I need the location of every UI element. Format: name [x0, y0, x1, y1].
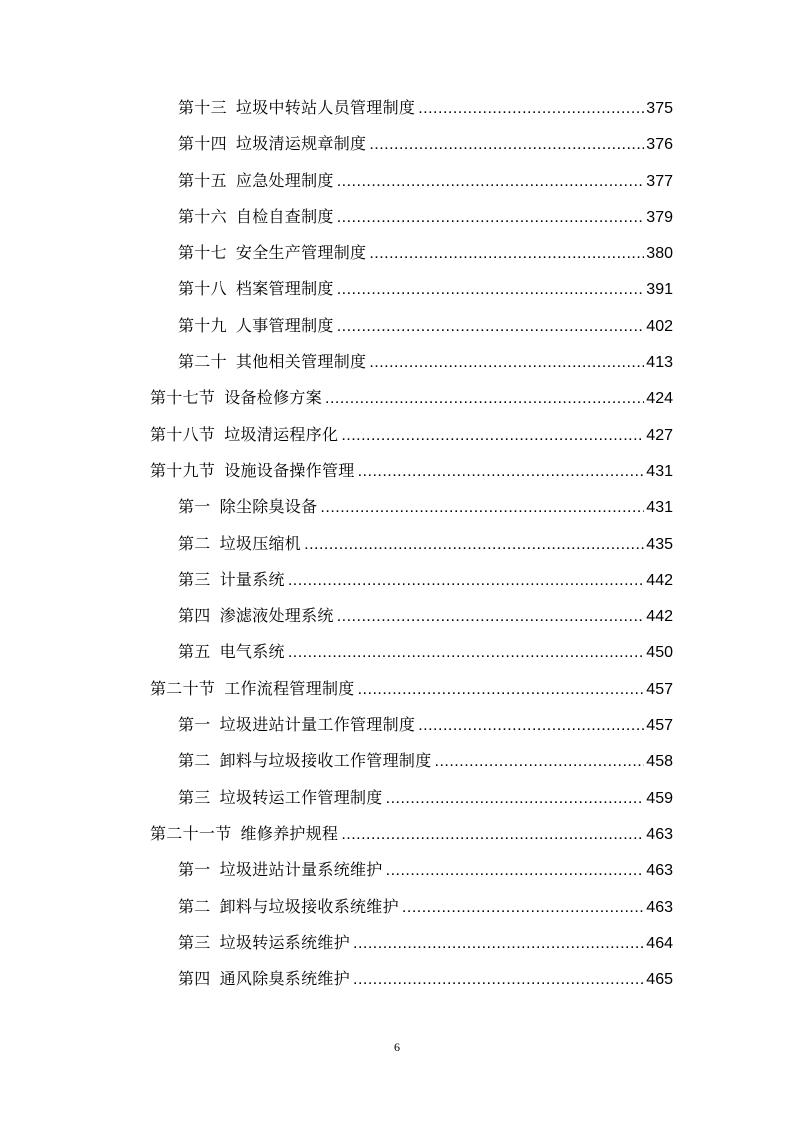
toc-entry-text: 计量系统 — [219, 569, 285, 589]
table-of-contents — [0, 90, 794, 997]
toc-entry-page: 464 — [646, 934, 673, 952]
toc-entry-page: 427 — [646, 426, 673, 444]
toc-entry[interactable] — [0, 925, 794, 961]
toc-entry-number: 第三 — [178, 787, 211, 807]
toc-entry-page: 431 — [646, 499, 673, 517]
toc-entry-title — [150, 380, 322, 416]
toc-entry[interactable] — [0, 235, 794, 271]
toc-entry-number: 第四 — [178, 969, 211, 989]
toc-dot-leader — [418, 91, 644, 127]
toc-entry-title — [178, 852, 383, 888]
toc-dot-leader — [369, 236, 644, 272]
toc-dot-leader — [386, 853, 645, 889]
toc-entry-page: 424 — [646, 390, 673, 408]
toc-section[interactable] — [0, 417, 794, 453]
toc-entry-number: 第二 — [178, 896, 211, 916]
toc-entry-page: 463 — [646, 862, 673, 880]
toc-entry-page: 442 — [646, 571, 673, 589]
toc-entry-text: 应急处理制度 — [235, 170, 334, 190]
toc-entry-text: 工作流程管理制度 — [224, 678, 355, 698]
toc-entry-text: 人事管理制度 — [235, 315, 334, 335]
toc-entry-text: 档案管理制度 — [235, 279, 334, 299]
toc-dot-leader — [288, 563, 644, 599]
toc-entry-text: 垃圾转运系统维护 — [219, 932, 351, 952]
toc-dot-leader — [386, 781, 645, 817]
toc-entry[interactable] — [0, 961, 794, 997]
toc-entry-number: 第三 — [178, 569, 211, 589]
toc-entry-title — [150, 453, 355, 489]
toc-entry-text: 电气系统 — [219, 642, 285, 662]
toc-entry[interactable] — [0, 163, 794, 199]
toc-dot-leader — [337, 200, 645, 236]
page-number: 6 — [394, 1040, 400, 1054]
toc-entry[interactable] — [0, 126, 794, 162]
toc-entry[interactable] — [0, 780, 794, 816]
toc-entry-page: 375 — [646, 100, 673, 117]
toc-entry-title — [150, 816, 338, 852]
toc-dot-leader — [358, 454, 645, 490]
toc-entry-number: 第二十节 — [150, 678, 216, 698]
toc-entry[interactable] — [0, 489, 794, 525]
toc-entry[interactable] — [0, 90, 794, 126]
toc-entry[interactable] — [0, 634, 794, 670]
toc-dot-leader — [337, 272, 645, 308]
toc-entry-title — [150, 671, 355, 707]
toc-entry-title — [178, 308, 334, 344]
toc-entry[interactable] — [0, 598, 794, 634]
toc-entry-text: 卸料与垃圾接收工作管理制度 — [219, 751, 432, 771]
toc-entry-number: 第十七 — [178, 243, 227, 263]
toc-section[interactable] — [0, 816, 794, 852]
toc-entry-title — [178, 344, 366, 380]
toc-entry-number: 第十八节 — [150, 424, 216, 444]
toc-entry[interactable] — [0, 562, 794, 598]
toc-entry-text: 维修养护规程 — [240, 823, 339, 843]
toc-dot-leader — [369, 127, 644, 163]
toc-section[interactable] — [0, 453, 794, 489]
toc-entry[interactable] — [0, 271, 794, 307]
toc-entry-title — [178, 562, 285, 598]
toc-dot-leader — [418, 708, 644, 744]
toc-entry-page: 459 — [646, 789, 673, 807]
toc-entry-page: 402 — [646, 317, 673, 335]
toc-entry-number: 第十五 — [178, 170, 227, 190]
toc-section[interactable] — [0, 671, 794, 707]
toc-entry-text: 垃圾压缩机 — [219, 533, 302, 553]
toc-entry-text: 自检自查制度 — [235, 206, 334, 226]
toc-entry-text: 设施设备操作管理 — [224, 460, 355, 480]
toc-dot-leader — [337, 309, 645, 345]
toc-section[interactable] — [0, 380, 794, 416]
toc-entry-title — [178, 526, 301, 562]
toc-dot-leader — [341, 418, 644, 454]
toc-entry-text: 垃圾转运工作管理制度 — [219, 787, 383, 807]
toc-entry-page: 413 — [646, 354, 673, 372]
toc-entry-title — [178, 961, 350, 997]
toc-dot-leader — [288, 635, 644, 671]
toc-entry-number: 第十四 — [178, 134, 227, 154]
toc-entry[interactable] — [0, 199, 794, 235]
toc-entry-title — [178, 743, 432, 779]
toc-dot-leader — [358, 672, 645, 708]
toc-entry-page: 463 — [646, 825, 673, 843]
toc-entry-title — [178, 780, 383, 816]
toc-dot-leader — [304, 527, 644, 563]
toc-entry-text: 安全生产管理制度 — [235, 243, 367, 263]
toc-entry-page: 442 — [646, 608, 673, 626]
toc-entry[interactable] — [0, 308, 794, 344]
toc-entry-title — [178, 889, 399, 925]
toc-entry-title — [178, 634, 285, 670]
toc-entry-page: 457 — [646, 717, 673, 735]
toc-entry-number: 第二十一节 — [150, 823, 232, 843]
toc-entry[interactable] — [0, 526, 794, 562]
toc-entry-text: 设备检修方案 — [224, 388, 323, 408]
toc-entry-title — [178, 90, 415, 126]
toc-entry-title — [178, 199, 334, 235]
toc-entry-number: 第一 — [178, 715, 211, 735]
toc-entry-page: 465 — [646, 971, 673, 989]
toc-dot-leader — [353, 926, 644, 962]
toc-entry-number: 第五 — [178, 642, 211, 662]
toc-entry-page: 463 — [646, 898, 673, 916]
toc-entry-title — [178, 235, 366, 271]
toc-entry-text: 通风除臭系统维护 — [219, 969, 351, 989]
toc-entry-title — [178, 271, 334, 307]
toc-entry-number: 第一 — [178, 497, 211, 517]
toc-entry-page: 391 — [646, 281, 673, 299]
toc-entry-text: 垃圾中转站人员管理制度 — [235, 98, 416, 117]
toc-dot-leader — [369, 345, 644, 381]
toc-dot-leader — [341, 817, 644, 853]
toc-entry-page: 431 — [646, 462, 673, 480]
toc-entry-text: 其他相关管理制度 — [235, 352, 367, 372]
toc-entry-text: 卸料与垃圾接收系统维护 — [219, 896, 399, 916]
toc-entry-number: 第十九节 — [150, 460, 216, 480]
toc-dot-leader — [320, 490, 644, 526]
toc-entry[interactable] — [0, 707, 794, 743]
toc-entry-title — [178, 163, 334, 199]
toc-entry-page: 450 — [646, 644, 673, 662]
toc-entry-text: 渗滤液处理系统 — [219, 606, 334, 626]
toc-entry-number: 第十八 — [178, 279, 227, 299]
toc-entry-text: 垃圾进站计量工作管理制度 — [219, 715, 416, 735]
toc-entry-number: 第十三 — [178, 98, 227, 117]
toc-entry-text: 垃圾清运规章制度 — [235, 134, 367, 154]
toc-entry-number: 第二十 — [178, 352, 227, 372]
toc-entry-number: 第十九 — [178, 315, 227, 335]
toc-entry-number: 第三 — [178, 932, 211, 952]
toc-entry-page: 457 — [646, 680, 673, 698]
toc-entry-number: 第十七节 — [150, 388, 216, 408]
toc-entry-number: 第二 — [178, 533, 211, 553]
toc-entry[interactable] — [0, 743, 794, 779]
toc-entry[interactable] — [0, 852, 794, 888]
toc-dot-leader — [402, 890, 644, 926]
toc-entry-text: 除尘除臭设备 — [219, 497, 318, 517]
toc-entry-page: 376 — [646, 136, 673, 154]
toc-dot-leader — [353, 962, 644, 998]
toc-entry-number: 第一 — [178, 860, 211, 880]
toc-entry-title — [178, 925, 350, 961]
toc-entry-title — [178, 707, 415, 743]
toc-entry-page: 379 — [646, 208, 673, 226]
toc-dot-leader — [435, 744, 645, 780]
toc-entry-number: 第四 — [178, 606, 211, 626]
toc-dot-leader — [337, 164, 645, 200]
toc-entry-text: 垃圾清运程序化 — [224, 424, 339, 444]
toc-entry-title — [178, 126, 366, 162]
toc-dot-leader — [337, 599, 645, 635]
toc-entry-page: 380 — [646, 245, 673, 263]
toc-entry[interactable] — [0, 344, 794, 380]
toc-entry-title — [178, 489, 317, 525]
toc-entry[interactable] — [0, 889, 794, 925]
toc-entry-title — [150, 417, 338, 453]
toc-entry-title — [178, 598, 334, 634]
toc-entry-page: 377 — [646, 172, 673, 190]
toc-entry-number: 第二 — [178, 751, 211, 771]
toc-entry-number: 第十六 — [178, 206, 227, 226]
toc-entry-page: 435 — [646, 535, 673, 553]
toc-entry-text: 垃圾进站计量系统维护 — [219, 860, 383, 880]
toc-entry-page: 458 — [646, 753, 673, 771]
toc-dot-leader — [325, 381, 644, 417]
